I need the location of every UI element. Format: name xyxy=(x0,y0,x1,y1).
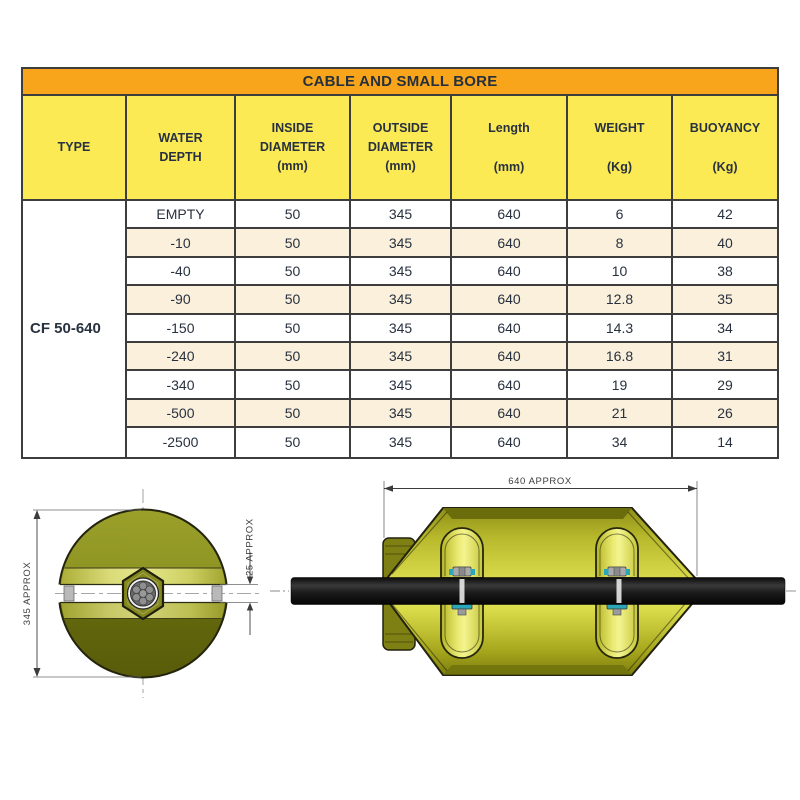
table-cell-outside_diameter: 345 xyxy=(351,315,452,343)
table-cell-water_depth: -240 xyxy=(127,343,236,371)
table-cell-weight: 6 xyxy=(568,201,673,229)
front-view xyxy=(22,489,263,698)
table-cell-inside_diameter: 50 xyxy=(236,201,351,229)
side-length-dim-label: 640 APPROX xyxy=(508,476,572,487)
table-cell-weight: 19 xyxy=(568,371,673,399)
table-cell-length: 640 xyxy=(452,315,568,343)
table-cell-inside_diameter: 50 xyxy=(236,400,351,428)
table-cell-buoyancy: 42 xyxy=(673,201,777,229)
table-cell-buoyancy: 38 xyxy=(673,258,777,286)
table-cell-buoyancy: 34 xyxy=(673,315,777,343)
bolt-pocket-top-right xyxy=(596,528,638,578)
header-line: OUTSIDE xyxy=(372,121,429,135)
table-cell-outside_diameter: 345 xyxy=(351,400,452,428)
header-line: Length xyxy=(488,120,530,135)
header-line: (Kg) xyxy=(607,159,632,174)
type-cell: CF 50-640 xyxy=(23,201,127,457)
table-cell-inside_diameter: 50 xyxy=(236,343,351,371)
table-cell-length: 640 xyxy=(452,286,568,314)
table-cell-length: 640 xyxy=(452,428,568,456)
table-cell-water_depth: -500 xyxy=(127,400,236,428)
table-cell-outside_diameter: 345 xyxy=(351,229,452,257)
header-cell xyxy=(673,96,777,201)
table-cell-outside_diameter: 345 xyxy=(351,201,452,229)
header-line: BUOYANCY xyxy=(689,120,761,135)
slot-spacer-right xyxy=(212,586,222,601)
table-title: CABLE AND SMALL BORE xyxy=(23,69,777,96)
table-cell-water_depth: EMPTY xyxy=(127,201,236,229)
table-cell-water_depth: -90 xyxy=(127,286,236,314)
header-cell xyxy=(23,96,127,201)
table-cell-buoyancy: 35 xyxy=(673,286,777,314)
table-cell-water_depth: -340 xyxy=(127,371,236,399)
table-cell-inside_diameter: 50 xyxy=(236,258,351,286)
table-cell-water_depth: -10 xyxy=(127,229,236,257)
table-cell-weight: 12.8 xyxy=(568,286,673,314)
header-line: TYPE xyxy=(57,140,91,154)
table-cell-water_depth: -150 xyxy=(127,315,236,343)
table-cell-outside_diameter: 345 xyxy=(351,343,452,371)
front-gap-dim-label: 25 APPROX xyxy=(244,518,256,576)
header-cell xyxy=(127,96,236,201)
header-cell xyxy=(236,96,351,201)
table-cell-inside_diameter: 50 xyxy=(236,286,351,314)
shell-joint-mark-right xyxy=(617,579,622,603)
header-line: (mm) xyxy=(493,159,525,174)
header-cell xyxy=(351,96,452,201)
technical-drawings xyxy=(0,455,800,725)
header-cell xyxy=(452,96,568,201)
header-cell xyxy=(568,96,673,201)
bolt-pocket-top-left xyxy=(441,528,483,578)
table-cell-water_depth: -40 xyxy=(127,258,236,286)
table-cell-length: 640 xyxy=(452,229,568,257)
front-height-dim-label: 345 APPROX xyxy=(22,561,33,626)
table-cell-buoyancy: 40 xyxy=(673,229,777,257)
table-cell-inside_diameter: 50 xyxy=(236,229,351,257)
header-line: WATER xyxy=(158,130,203,145)
header-line: INSIDE xyxy=(271,121,314,135)
table-cell-length: 640 xyxy=(452,400,568,428)
table-cell-outside_diameter: 345 xyxy=(351,258,452,286)
bolt-pocket-bottom-left xyxy=(441,600,483,658)
header-line: (mm) xyxy=(385,159,416,173)
table-cell-buoyancy: 31 xyxy=(673,343,777,371)
side-view xyxy=(270,476,798,675)
header-line: (Kg) xyxy=(712,159,738,174)
table-cell-water_depth: -2500 xyxy=(127,428,236,456)
table-cell-buoyancy: 14 xyxy=(673,428,777,456)
shell-joint-mark-left xyxy=(460,579,465,603)
slot-spacer-left xyxy=(64,586,74,601)
header-line: (mm) xyxy=(277,159,308,173)
header-line: DIAMETER xyxy=(367,140,434,154)
table-cell-length: 640 xyxy=(452,371,568,399)
table-cell-weight: 34 xyxy=(568,428,673,456)
header-line: DEPTH xyxy=(159,149,202,164)
table-cell-inside_diameter: 50 xyxy=(236,428,351,456)
table-cell-buoyancy: 26 xyxy=(673,400,777,428)
table-cell-weight: 16.8 xyxy=(568,343,673,371)
table-cell-weight: 21 xyxy=(568,400,673,428)
header-line: WEIGHT xyxy=(594,120,645,135)
table-cell-inside_diameter: 50 xyxy=(236,371,351,399)
spec-table xyxy=(21,67,779,459)
table-cell-outside_diameter: 345 xyxy=(351,428,452,456)
table-cell-buoyancy: 29 xyxy=(673,371,777,399)
table-cell-weight: 10 xyxy=(568,258,673,286)
table-cell-length: 640 xyxy=(452,201,568,229)
table-cell-weight: 8 xyxy=(568,229,673,257)
header-line: DIAMETER xyxy=(259,140,326,154)
cable xyxy=(270,578,798,605)
table-cell-outside_diameter: 345 xyxy=(351,286,452,314)
table-cell-inside_diameter: 50 xyxy=(236,315,351,343)
bolt-pocket-bottom-right xyxy=(596,600,638,658)
table-cell-weight: 14.3 xyxy=(568,315,673,343)
table-cell-length: 640 xyxy=(452,343,568,371)
table-cell-length: 640 xyxy=(452,258,568,286)
table-cell-outside_diameter: 345 xyxy=(351,371,452,399)
